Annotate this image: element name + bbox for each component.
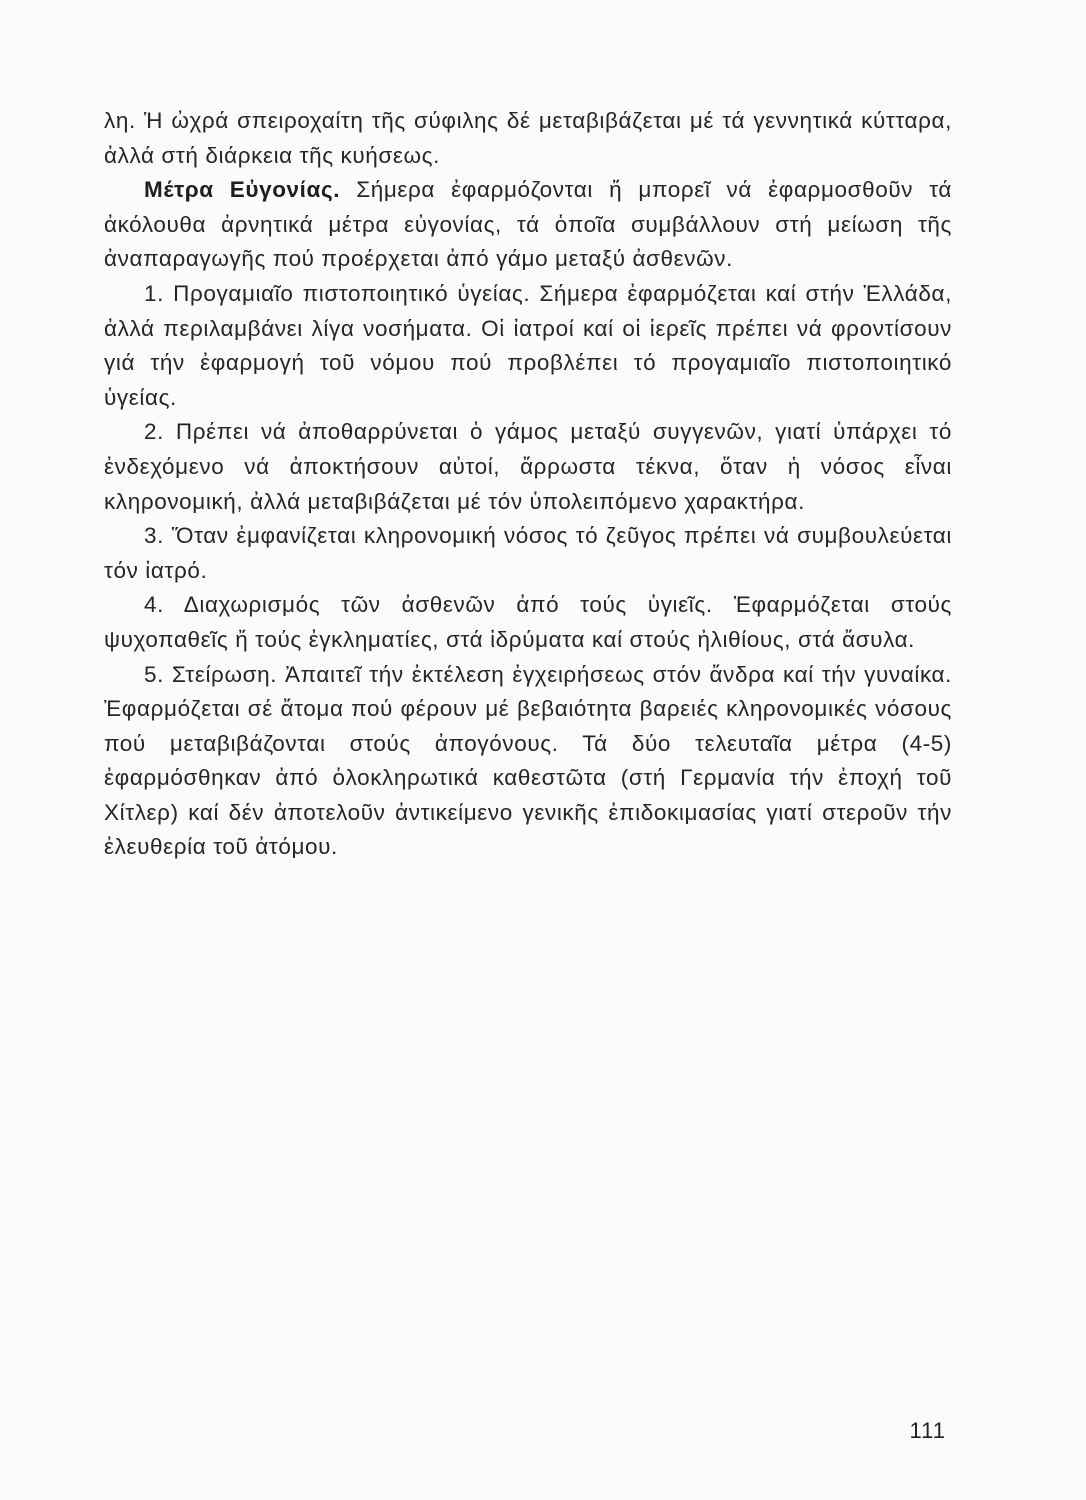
paragraph-measure-1 xyxy=(104,277,952,415)
paragraph-text: Σήμερα ἐφαρμόζονται ἤ μπορεῖ νά ἐφαρμοσθοῦν τά ἀκόλουθα ἀρνητικά μέτρα εὐγονίας, τά ὁποῖα συμβάλλουν στή μείωση τῆς ἀναπαραγωγῆς πού προέρχεται ἀπό γάμο μεταξύ ἀσθενῶν. xyxy=(104,177,952,272)
paragraph-measure-4 xyxy=(104,588,952,657)
paragraph-text: 4. Διαχωρισμός τῶν ἀσθενῶν ἀπό τούς ὑγιεῖς. Ἐφαρμόζεται στούς ψυχοπαθεῖς ἤ τούς ἐγκληματίες, στά ἱδρύματα καί στούς ἠλιθίους, στά ἄσυλα. xyxy=(104,592,952,652)
body-text xyxy=(104,104,952,865)
paragraph-text: 5. Στείρωση. Ἀπαιτεῖ τήν ἐκτέλεση ἐγχειρήσεως στόν ἄνδρα καί τήν γυναίκα. Ἐφαρμόζεται σέ ἄτομα πού φέρουν μέ βεβαιότητα βαρειές κληρονομικές νόσους πού μεταβιβάζονται στούς ἀπογόνους. Τά δύο τελευταῖα μέτρα (4-5) ἐφαρμόσθηκαν ἀπό ὁλοκληρωτικά καθεστῶτα (στή Γερμανία τήν ἐποχή τοῦ Χίτλερ) καί δέν ἀποτελοῦν ἀντικείμενο γενικῆς ἐπιδοκιμασίας γιατί στεροῦν τήν ἐλευθερία τοῦ ἀτόμου. xyxy=(104,661,952,860)
paragraph-continuation xyxy=(104,104,952,173)
paragraph-text: 2. Πρέπει νά ἀποθαρρύνεται ὁ γάμος μεταξύ συγγενῶν, γιατί ὑπάρχει τό ἐνδεχόμενο νά ἀποκτήσουν αὐτοί, ἄρρωστα τέκνα, ὅταν ἡ νόσος εἶναι κληρονομική, ἀλλά μεταβιβάζεται μέ τόν ὑπολειπόμενο χαρακτήρα. xyxy=(104,419,952,514)
paragraph-text: 1. Προγαμιαῖο πιστοποιητικό ὑγείας. Σήμερα ἐφαρμόζεται καί στήν Ἑλλάδα, ἀλλά περιλαμβάνει λίγα νοσήματα. Οἱ ἰατροί καί οἱ ἱερεῖς πρέπει νά φροντίσουν γιά τήν ἐφαρμογή τοῦ νόμου πού προβλέπει τό προγαμιαῖο πιστοποιητικό ὑγείας. xyxy=(104,280,952,410)
page-number: 111 xyxy=(909,1418,946,1443)
paragraph-measure-2 xyxy=(104,415,952,519)
paragraph-measure-5 xyxy=(104,658,952,866)
section-heading: Μέτρα Εὐγονίας. xyxy=(144,177,341,203)
paragraph-text: 3. Ὅταν ἐμφανίζεται κληρονομική νόσος τό ζεῦγος πρέπει νά συμβουλεύεται τόν ἰατρό. xyxy=(104,523,952,583)
paragraph-eugenics-measures xyxy=(104,173,952,277)
paragraph-measure-3 xyxy=(104,519,952,588)
paragraph-text: λη. Ἡ ὠχρά σπειροχαίτη τῆς σύφιλης δέ μεταβιβάζεται μέ τά γεννητικά κύτταρα, ἀλλά στή διάρκεια τῆς κυήσεως. xyxy=(104,108,952,168)
